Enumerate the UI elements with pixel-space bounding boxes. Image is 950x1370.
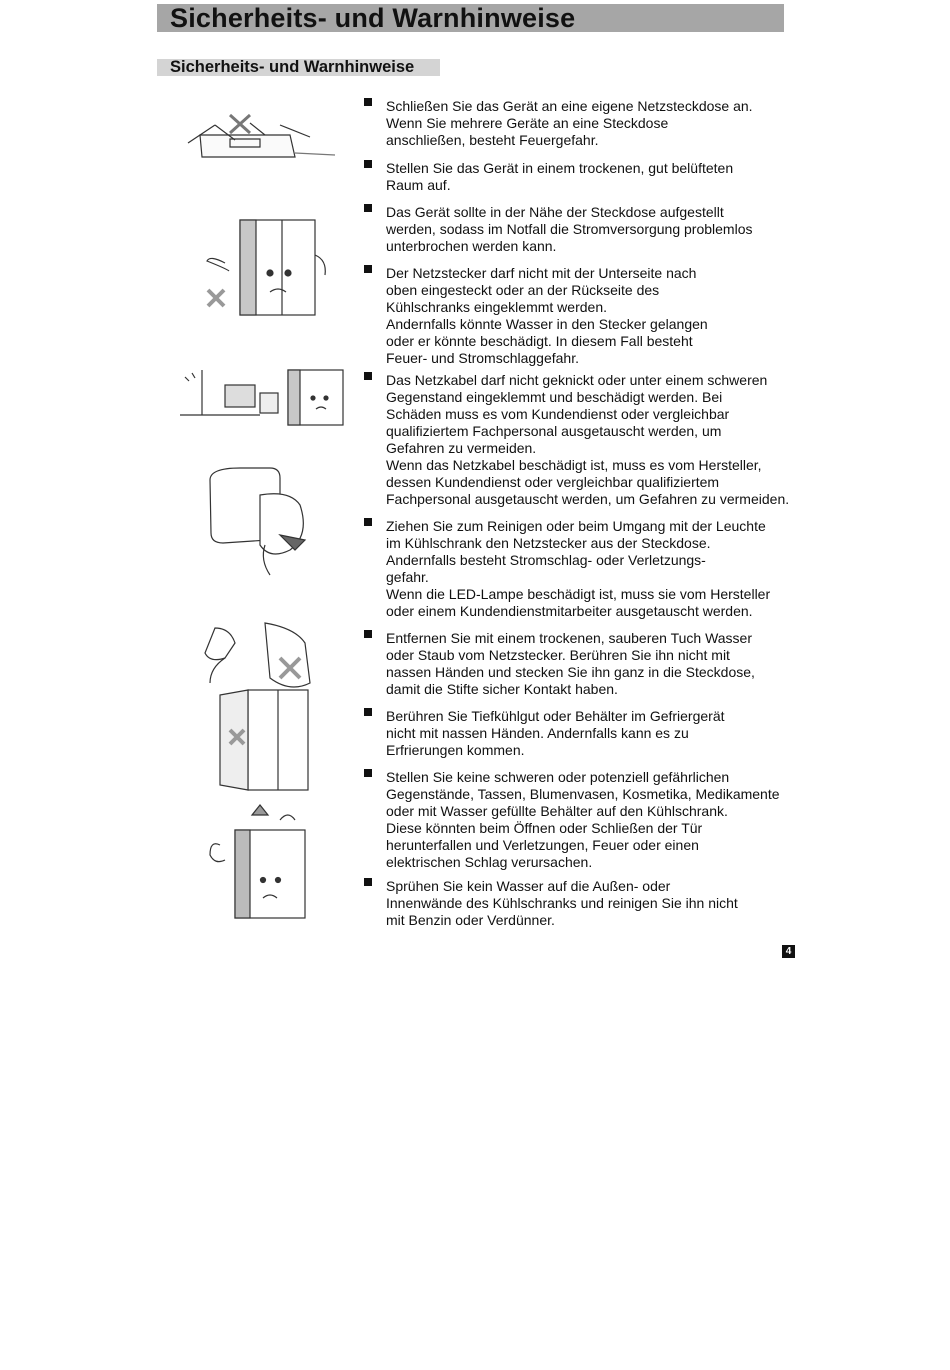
bullet-icon bbox=[364, 160, 372, 168]
page-title: Sicherheits- und Warnhinweise bbox=[170, 3, 576, 33]
power-strip-illustration bbox=[188, 115, 335, 157]
bullet-icon bbox=[364, 265, 372, 273]
warning-text: Schließen Sie das Gerät an eine eigene Netzsteckdose an. Wenn Sie mehrere Geräte an eine Steckdose anschließen, besteht Feuergefahr. bbox=[386, 98, 753, 148]
bullet-icon bbox=[364, 630, 372, 638]
open-freezer-illustration bbox=[220, 690, 308, 790]
pull-plug-illustration bbox=[210, 468, 305, 575]
warning-text: Das Gerät sollte in der Nähe der Steckdose aufgestellt werden, sodass im Notfall die Stromversorgung problemlos unterbrochen werden kann. bbox=[386, 204, 753, 254]
objects-on-fridge-illustration bbox=[210, 805, 305, 918]
warning-text: Sprühen Sie kein Wasser auf die Außen- oder Innenwände des Kühlschranks und reinigen Sie ihn nicht mit Benzin oder Verdünner. bbox=[386, 878, 738, 928]
bullet-icon bbox=[364, 708, 372, 716]
section-heading: Sicherheits- und Warnhinweise bbox=[170, 58, 415, 76]
bullet-icon bbox=[364, 878, 372, 886]
warning-text: Ziehen Sie zum Reinigen oder beim Umgang mit der Leuchte im Kühlschrank den Netzstecker aus der Steckdose. Andernfalls besteht Stromschlag- oder Verletzungs- gefahr. Wenn die LED-Lampe beschädigt ist, muss sie vom Hersteller oder einem Kundendienstmitarbeiter ausgetauscht werden. bbox=[386, 518, 771, 619]
bullet-icon bbox=[364, 98, 372, 106]
bullet-icon bbox=[364, 204, 372, 212]
bullet-icon bbox=[364, 372, 372, 380]
warning-text: Entfernen Sie mit einem trockenen, sauberen Tuch Wasser oder Staub vom Netzstecker. Berühren Sie ihn nicht mit nassen Händen und stecken Sie ihn ganz in die Steckdose, damit die Stifte sicher Kontakt haben. bbox=[386, 630, 755, 697]
kinked-cable-illustration bbox=[180, 370, 343, 425]
page-title-bar bbox=[157, 4, 784, 32]
fridge-angry-illustration bbox=[207, 220, 325, 315]
warning-text: Der Netzstecker darf nicht mit der Unterseite nach oben eingesteckt oder an der Rückseite des Kühlschranks eingeklemmt werden. Andernfalls könnte Wasser in den Stecker gelangen oder er könnte beschädigt. In diesem Fall besteht Feuer- und Stromschlaggefahr. bbox=[386, 265, 708, 366]
warning-text: Stellen Sie keine schweren oder potenziell gefährlichen Gegenstände, Tassen, Blumenvasen, Kosmetika, Medikamente oder mit Wasser gefüllte Behälter auf den Kühlschrank. Diese könnten beim Öffnen oder Schließen der Tür herunterfallen und Verletzungen, Feuer oder einen elektrischen Schlag verursachen. bbox=[386, 769, 780, 870]
bullet-icon bbox=[364, 769, 372, 777]
wet-hands-plug-illustration bbox=[205, 623, 310, 687]
warning-text: Berühren Sie Tiefkühlgut oder Behälter im Gefriergerät nicht mit nassen Händen. Andernfalls kann es zu Erfrierungen kommen. bbox=[386, 708, 725, 758]
warning-text: Das Netzkabel darf nicht geknickt oder unter einem schweren Gegenstand eingeklemmt und beschädigt werden. Bei Schäden muss es vom Kundendienst oder vergleichbar qualifiziertem Fachpersonal ausgetauscht werden, um Gefahren zu vermeiden. Wenn das Netzkabel beschädigt ist, muss es vom Hersteller, dessen Kundendienst oder vergleichbar qualifiziertem Fachpersonal ausgetauscht werden, um Gefahren zu vermeiden. bbox=[386, 372, 790, 507]
warning-text: Stellen Sie das Gerät in einem trockenen, gut belüfteten Raum auf. bbox=[386, 160, 734, 193]
safety-illustrations bbox=[170, 95, 350, 925]
section-heading-bar bbox=[157, 59, 440, 76]
bullet-icon bbox=[364, 518, 372, 526]
page-number: 4 bbox=[782, 945, 795, 958]
